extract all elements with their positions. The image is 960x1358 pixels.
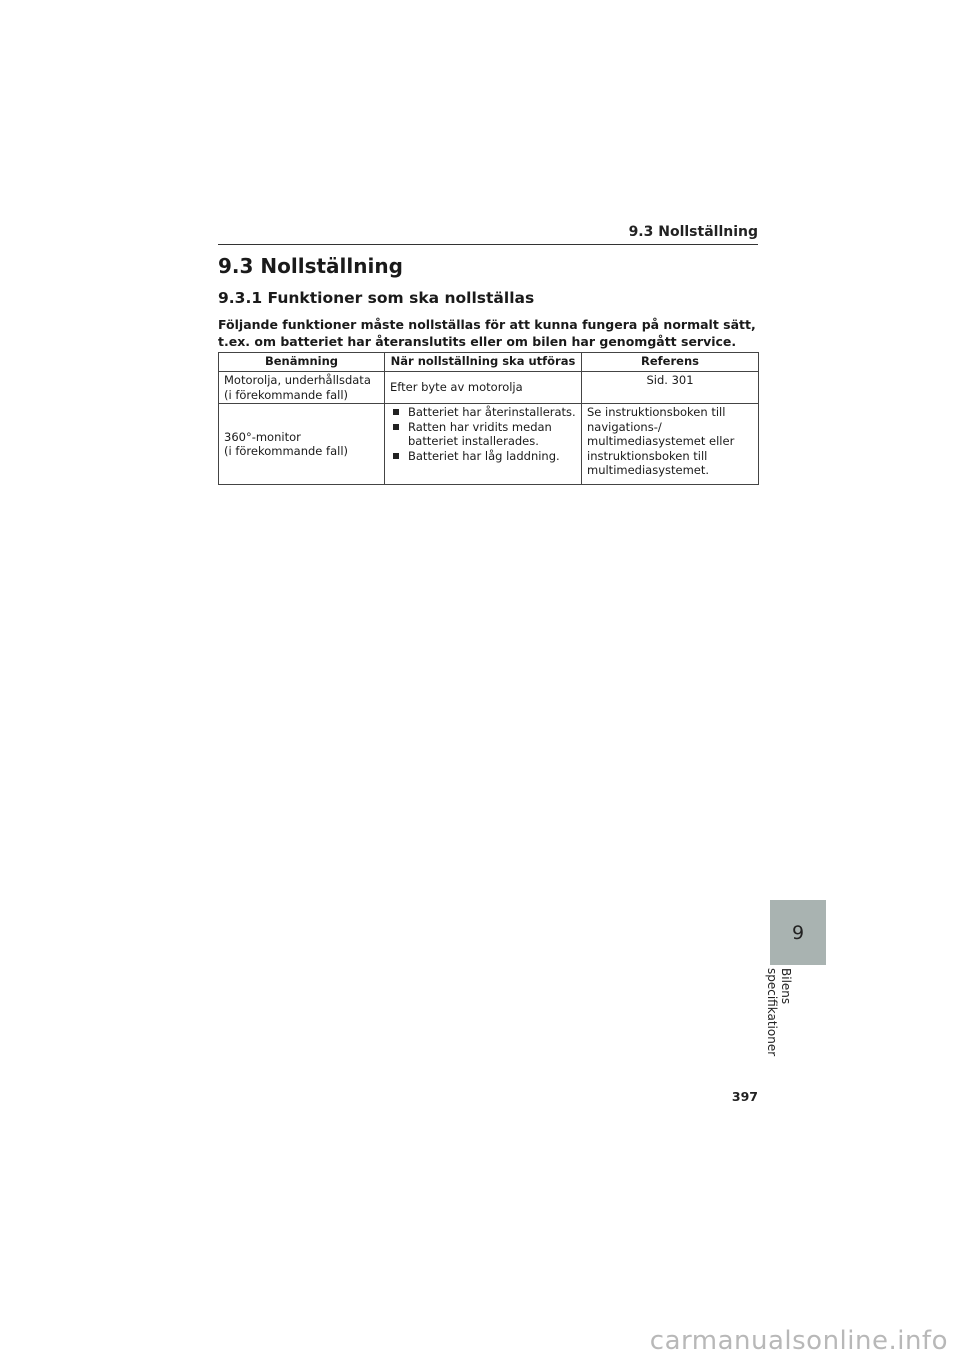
column-header-name: Benämning xyxy=(219,353,385,372)
list-item-text: Batteriet har låg laddning. xyxy=(408,448,560,463)
cell-name xyxy=(219,404,385,485)
subsection-title: 9.3.1 Funktioner som ska nollställas xyxy=(218,289,535,307)
page-number: 397 xyxy=(731,1089,758,1104)
cell-name-line1: Motorolja, underhållsdata xyxy=(224,373,371,387)
cell-when: Efter byte av motorolja xyxy=(385,372,582,404)
square-bullet-icon xyxy=(393,424,399,430)
cell-name xyxy=(219,372,385,404)
column-header-when: När nollställning ska utföras xyxy=(385,353,582,372)
header-rule xyxy=(218,244,758,245)
list-item-text: Batteriet har återinstallerats. xyxy=(408,405,576,419)
table-header-row xyxy=(219,353,759,372)
list-item xyxy=(390,449,576,464)
list-item xyxy=(390,420,576,449)
list-item-text: Ratten har vridits medan batteriet installerades. xyxy=(408,419,552,448)
cell-name-line2: (i förekommande fall) xyxy=(224,387,349,402)
cell-when xyxy=(385,404,582,485)
chapter-tab-label: Bilens specifikationer xyxy=(765,968,793,1057)
intro-paragraph: Följande funktioner måste nollställas för att kunna fungera på normalt sätt, t.ex. om batteriet har återanslutits eller om bilen har genomgått service. xyxy=(218,317,756,349)
when-bullet-list xyxy=(390,405,576,463)
watermark: carmanualsonline.info xyxy=(649,1326,948,1356)
table-row xyxy=(219,404,759,485)
cell-reference: Sid. 301 xyxy=(582,372,759,404)
square-bullet-icon xyxy=(393,453,399,459)
running-header: 9.3 Nollställning xyxy=(628,224,758,240)
cell-reference: Se instruktionsboken till navigations-/ multimediasystemet eller instruktionsboken till multimediasystemet. xyxy=(582,404,759,485)
list-item xyxy=(390,405,576,420)
chapter-tab: 9 xyxy=(770,900,826,965)
reset-functions-table xyxy=(218,352,759,485)
section-title: 9.3 Nollställning xyxy=(218,254,403,278)
square-bullet-icon xyxy=(393,409,399,415)
table-row xyxy=(219,372,759,404)
cell-name-line1: 360°-monitor xyxy=(224,429,301,444)
column-header-reference: Referens xyxy=(582,353,759,372)
cell-name-line2: (i förekommande fall) xyxy=(224,444,349,458)
